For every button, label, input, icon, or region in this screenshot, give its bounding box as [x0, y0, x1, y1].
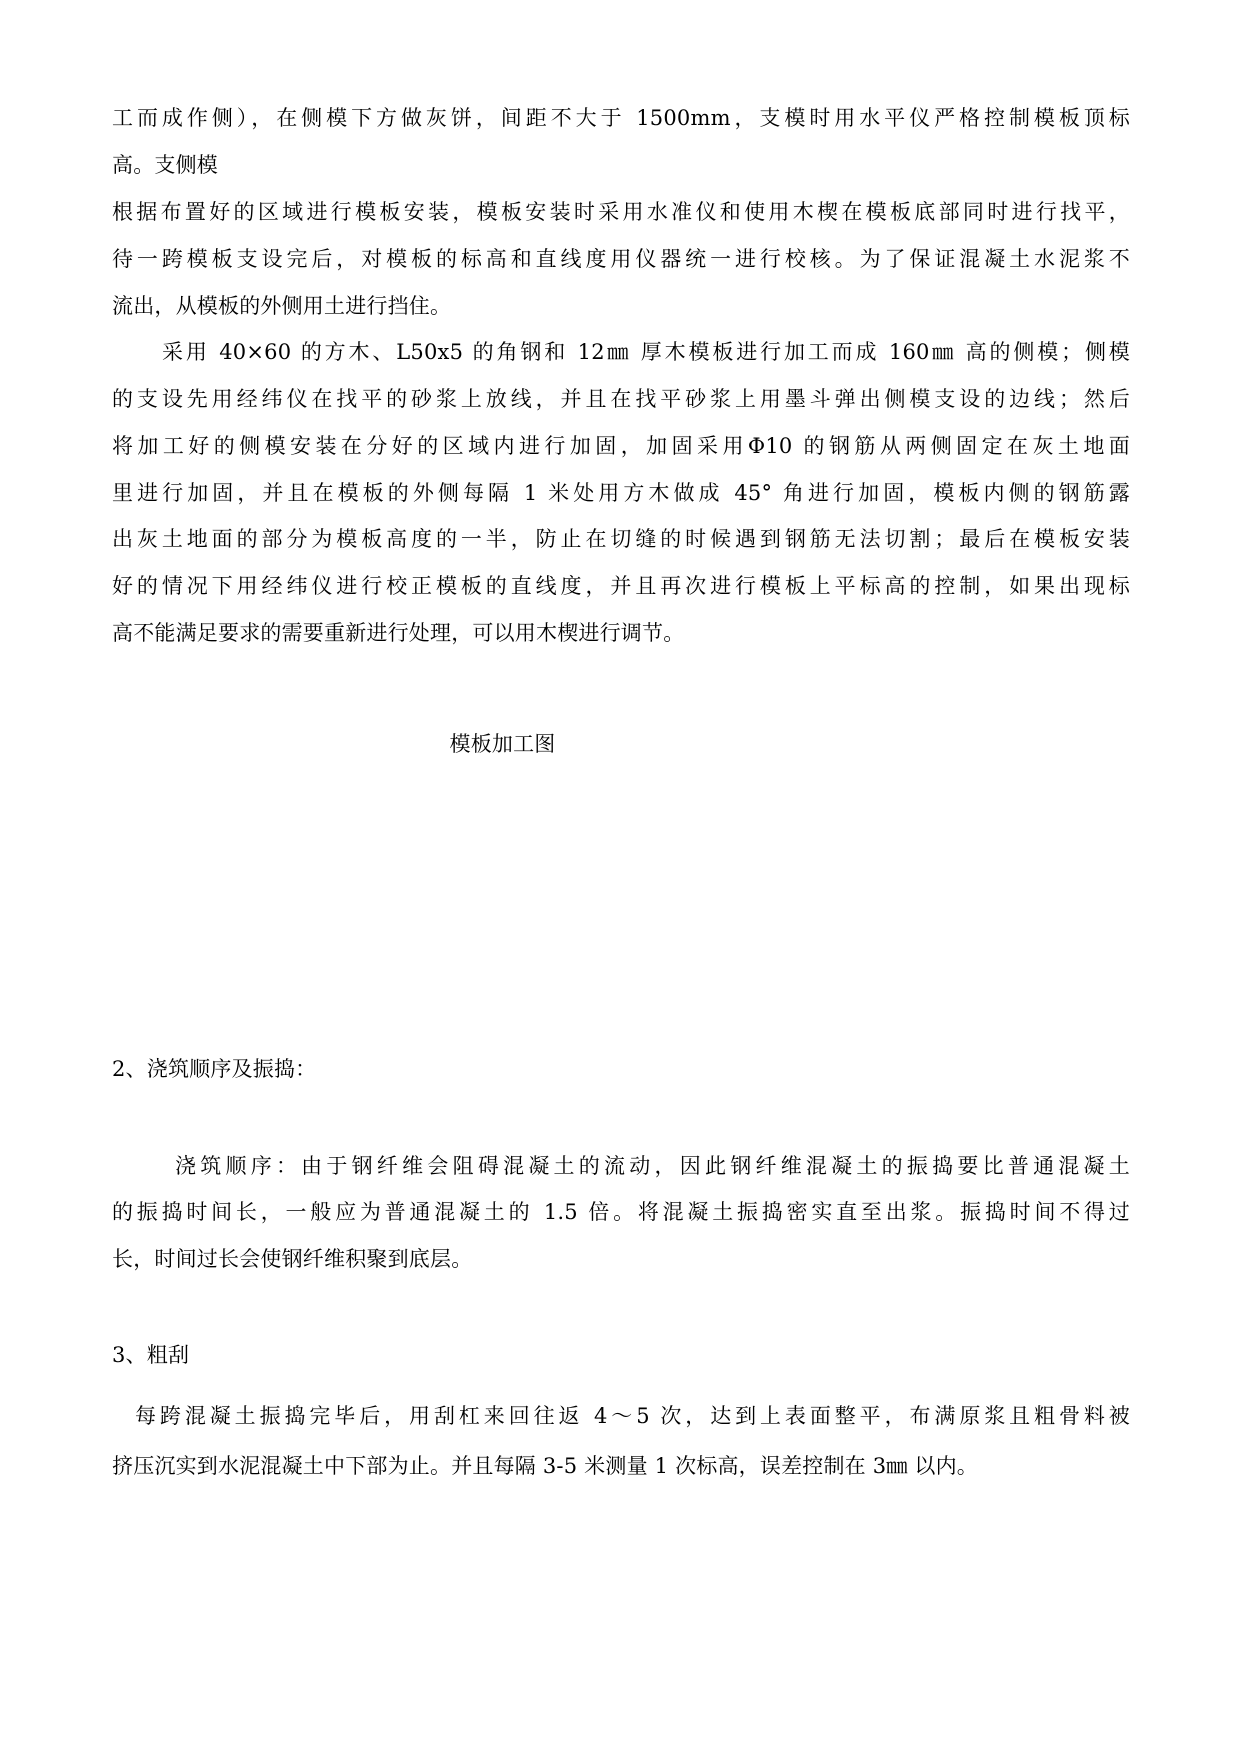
paragraph-line: 出灰土地面的部分为模板高度的一半，防止在切缝的时候遇到钢筋无法切割；最后在模板安装 — [112, 527, 1130, 551]
paragraph-line: 采用 40×60 的方木、L50x5 的角钢和 12㎜ 厚木模板进行加工而成 160㎜ 高的侧模；侧模 — [162, 340, 1130, 364]
paragraph-line: 待一跨模板支设完后，对模板的标高和直线度用仪器统一进行校核。为了保证混凝土水泥浆不 — [112, 247, 1130, 271]
paragraph-line: 将加工好的侧模安装在分好的区域内进行加固，加固采用Φ10 的钢筋从两侧固定在灰土地面 — [112, 434, 1130, 458]
paragraph-line: 长，时间过长会使钢纤维积聚到底层。 — [112, 1247, 473, 1271]
paragraph-line: 高不能满足要求的需要重新进行处理，可以用木楔进行调节。 — [112, 621, 685, 645]
section-heading: 2、浇筑顺序及振捣： — [112, 1057, 317, 1081]
paragraph-line: 的支设先用经纬仪在找平的砂浆上放线，并且在找平砂浆上用墨斗弹出侧模支设的边线；然后 — [112, 387, 1130, 411]
figure-caption: 模板加工图 — [449, 732, 556, 756]
paragraph-line: 好的情况下用经纬仪进行校正模板的直线度，并且再次进行模板上平标高的控制，如果出现标 — [112, 574, 1130, 598]
paragraph-line: 工而成作侧），在侧模下方做灰饼，间距不大于 1500mm，支模时用水平仪严格控制模板顶标 — [112, 106, 1130, 130]
paragraph-line: 里进行加固，并且在模板的外侧每隔 1 米处用方木做成 45° 角进行加固，模板内侧的钢筋露 — [112, 481, 1130, 505]
paragraph-line: 高。支侧模 — [112, 153, 218, 177]
paragraph-line: 根据布置好的区域进行模板安装，模板安装时采用水准仪和使用木楔在模板底部同时进行找平， — [112, 200, 1130, 224]
paragraph-line: 每跨混凝土振捣完毕后，用刮杠来回往返 4～5 次，达到上表面整平，布满原浆且粗骨料被 — [135, 1404, 1130, 1428]
section-heading: 3、粗刮 — [112, 1343, 190, 1367]
paragraph-line: 挤压沉实到水泥混凝土中下部为止。并且每隔 3-5 米测量 1 次标高，误差控制在 3㎜ 以内。 — [112, 1454, 978, 1478]
paragraph-line: 流出，从模板的外侧用土进行挡住。 — [112, 294, 452, 318]
paragraph-line: 浇筑顺序：由于钢纤维会阻碍混凝土的流动，因此钢纤维混凝土的振捣要比普通混凝土 — [175, 1154, 1130, 1178]
paragraph-line: 的振捣时间长，一般应为普通混凝土的 1.5 倍。将混凝土振捣密实直至出浆。振捣时间不得过 — [112, 1200, 1130, 1224]
